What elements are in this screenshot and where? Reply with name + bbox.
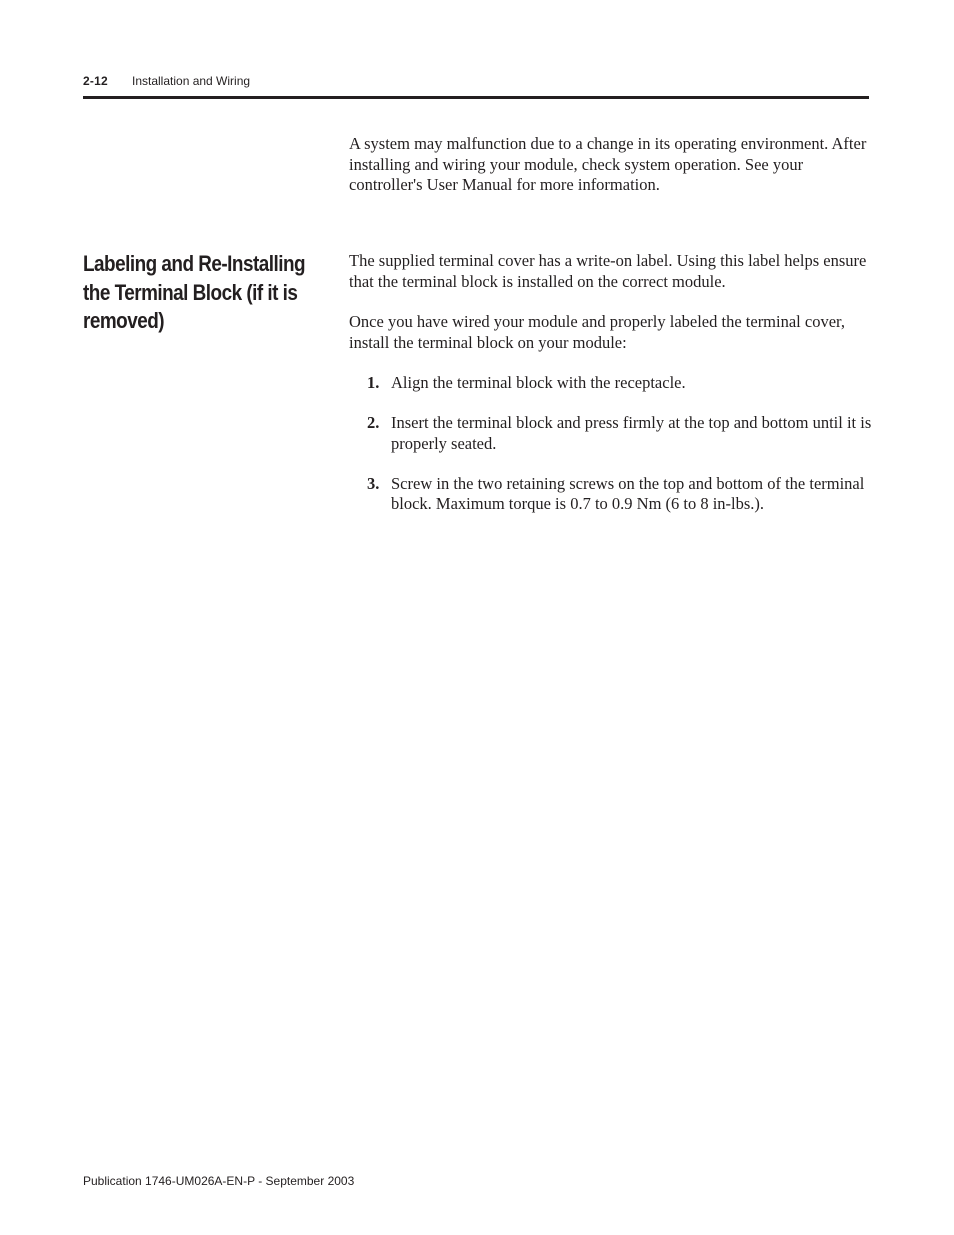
intro-paragraph: A system may malfunction due to a change in its operating environment. After installing and wiring your module, check system operation. See your controller's User Manual for more information.	[349, 134, 867, 194]
step-text: Insert the terminal block and press firmly at the top and bottom until it is properly seated.	[391, 413, 872, 453]
list-item	[349, 413, 874, 454]
section-heading	[83, 250, 306, 336]
list-item	[349, 474, 874, 515]
page-number: 2-12	[83, 74, 108, 88]
step-list	[349, 373, 874, 534]
section-paragraph-1: The supplied terminal cover has a write-on label. Using this label helps ensure that the terminal block is installed on the correct module.	[349, 251, 867, 291]
step-number: 3.	[367, 473, 380, 493]
step-number: 1.	[367, 373, 380, 392]
section-paragraph-2: Once you have wired your module and properly labeled the terminal cover, install the terminal block on your module:	[349, 312, 845, 352]
step-text: Screw in the two retaining screws on the top and bottom of the terminal block. Maximum torque is 0.7 to 0.9 Nm (6 to 8 in-lbs.).	[391, 473, 865, 513]
page-header	[83, 73, 869, 97]
chapter-title: Installation and Wiring	[132, 74, 251, 88]
step-number: 2.	[367, 413, 380, 432]
publication-info: Publication 1746-UM026A-EN-P - September 2003	[83, 1174, 355, 1188]
section-heading-text: Labeling and Re-Installing the Terminal Block (if it is removed)	[83, 251, 306, 333]
page-footer	[83, 1174, 354, 1188]
step-text: Align the terminal block with the receptacle.	[391, 373, 686, 392]
header-rule	[83, 96, 869, 99]
list-item	[349, 373, 874, 394]
